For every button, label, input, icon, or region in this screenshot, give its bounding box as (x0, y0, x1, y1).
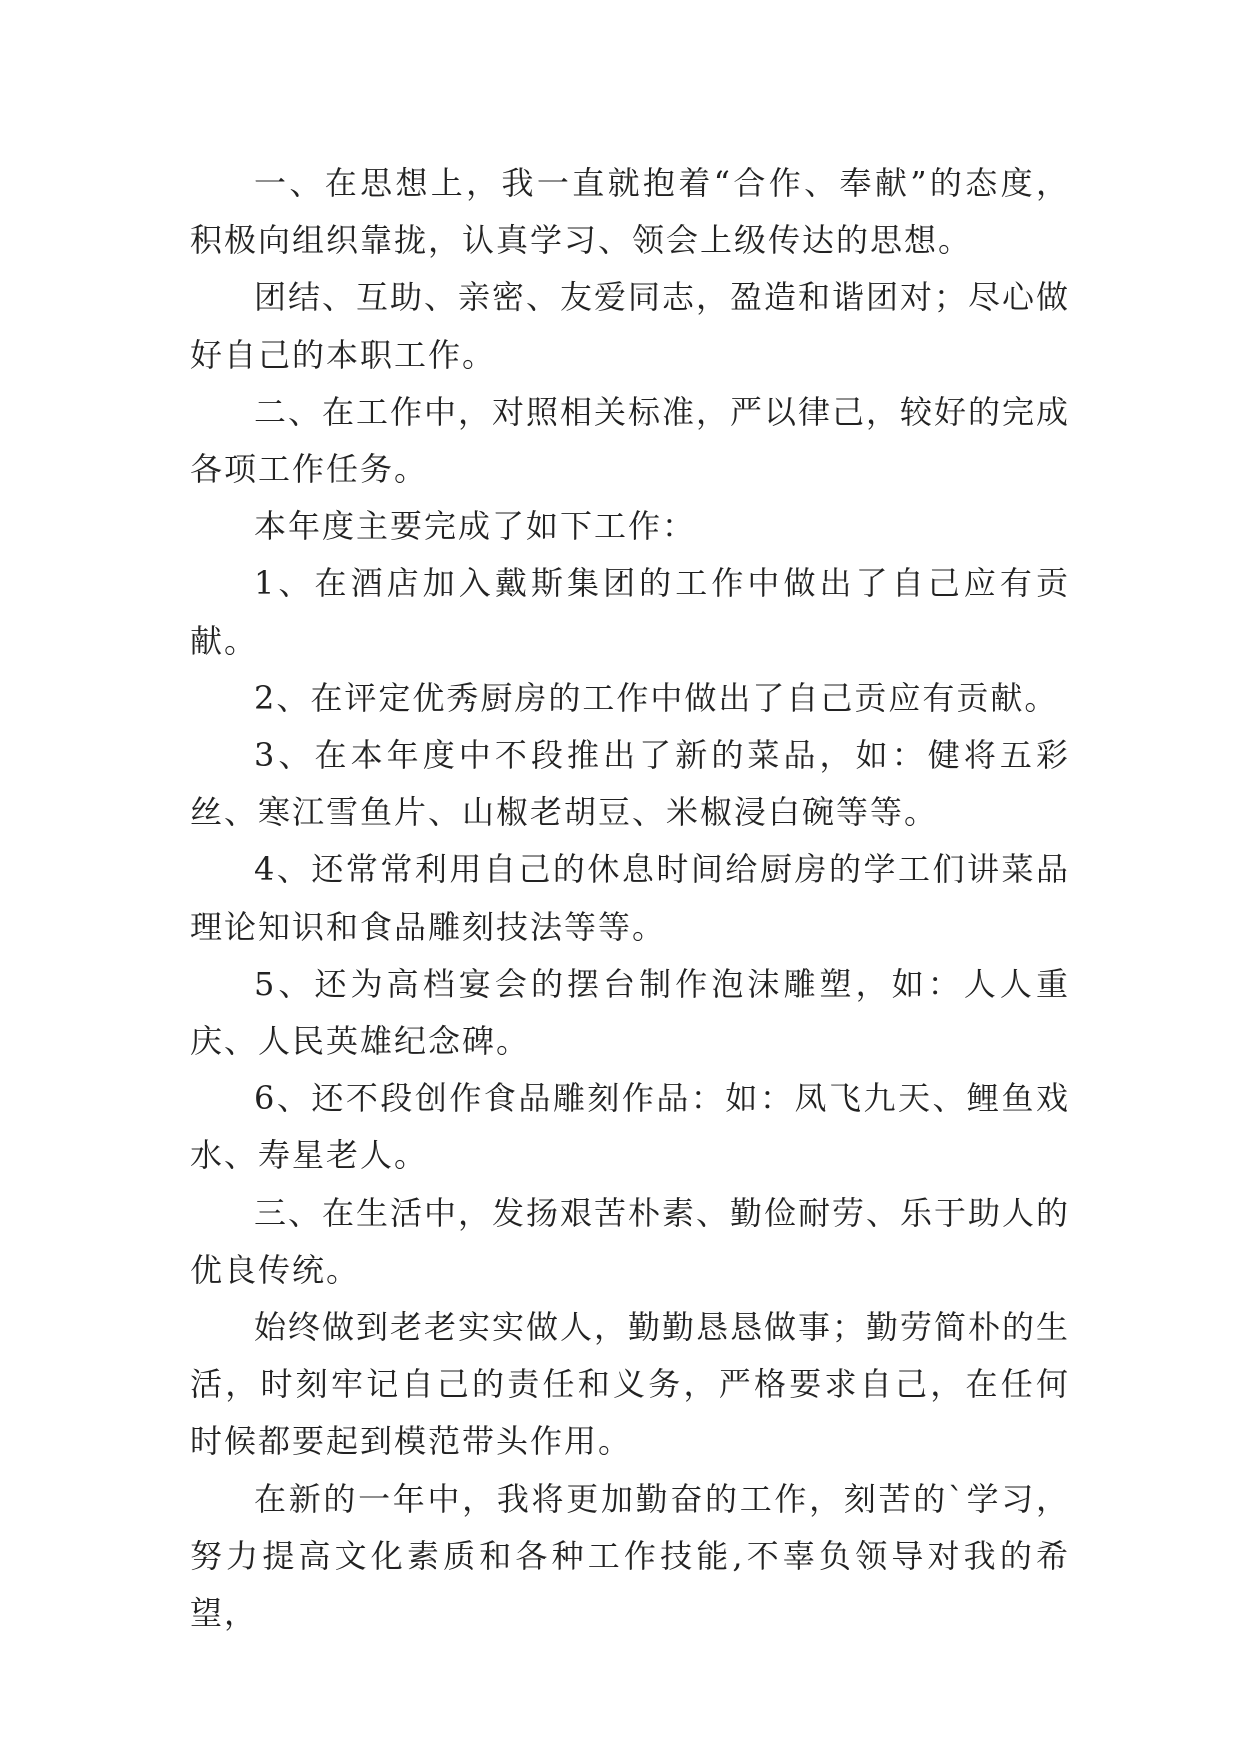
paragraph: 本年度主要完成了如下工作： (254, 507, 697, 546)
paragraph: 在新的一年中，我将更加勤奋的工作，刻苦的`学习，努力提高文化素质和各种工作技能,不辜负领导对我的希望， (190, 1479, 1070, 1633)
paragraph: 1、在酒店加入戴斯集团的工作中做出了自己应有贡献。 (190, 564, 1070, 660)
document-body (190, 155, 1070, 1642)
paragraph: 3、在本年度中不段推出了新的菜品，如：健将五彩丝、寒江雪鱼片、山椒老胡豆、米椒浸白碗等等。 (190, 736, 1070, 832)
paragraph: 始终做到老老实实做人，勤勤恳恳做事；勤劳简朴的生活，时刻牢记自己的责任和义务，严格要求自己，在任何时候都要起到模范带头作用。 (190, 1308, 1071, 1461)
paragraph: 团结、互助、亲密、友爱同志，盈造和谐团对；尽心做好自己的本职工作。 (190, 278, 1071, 374)
paragraph: 5、还为高档宴会的摆台制作泡沫雕塑，如：人人重庆、人民英雄纪念碑。 (190, 964, 1070, 1061)
paragraph: 二、在工作中，对照相关标准，严以律己，较好的完成各项工作任务。 (190, 392, 1071, 489)
paragraph: 一、在思想上，我一直就抱着“合作、奉献”的态度，积极向组织靠拢，认真学习、领会上级传达的思想。 (190, 164, 1070, 260)
paragraph: 三、在生活中，发扬艰苦朴素、勤俭耐劳、乐于助人的优良传统。 (190, 1193, 1071, 1289)
paragraph: 6、还不段创作食品雕刻作品：如：凤飞九天、鲤鱼戏水、寿星老人。 (190, 1079, 1070, 1175)
paragraph: 4、还常常利用自己的休息时间给厨房的学工们讲菜品理论知识和食品雕刻技法等等。 (190, 850, 1070, 946)
paragraph: 2、在评定优秀厨房的工作中做出了自己贡应有贡献。 (254, 678, 1059, 717)
